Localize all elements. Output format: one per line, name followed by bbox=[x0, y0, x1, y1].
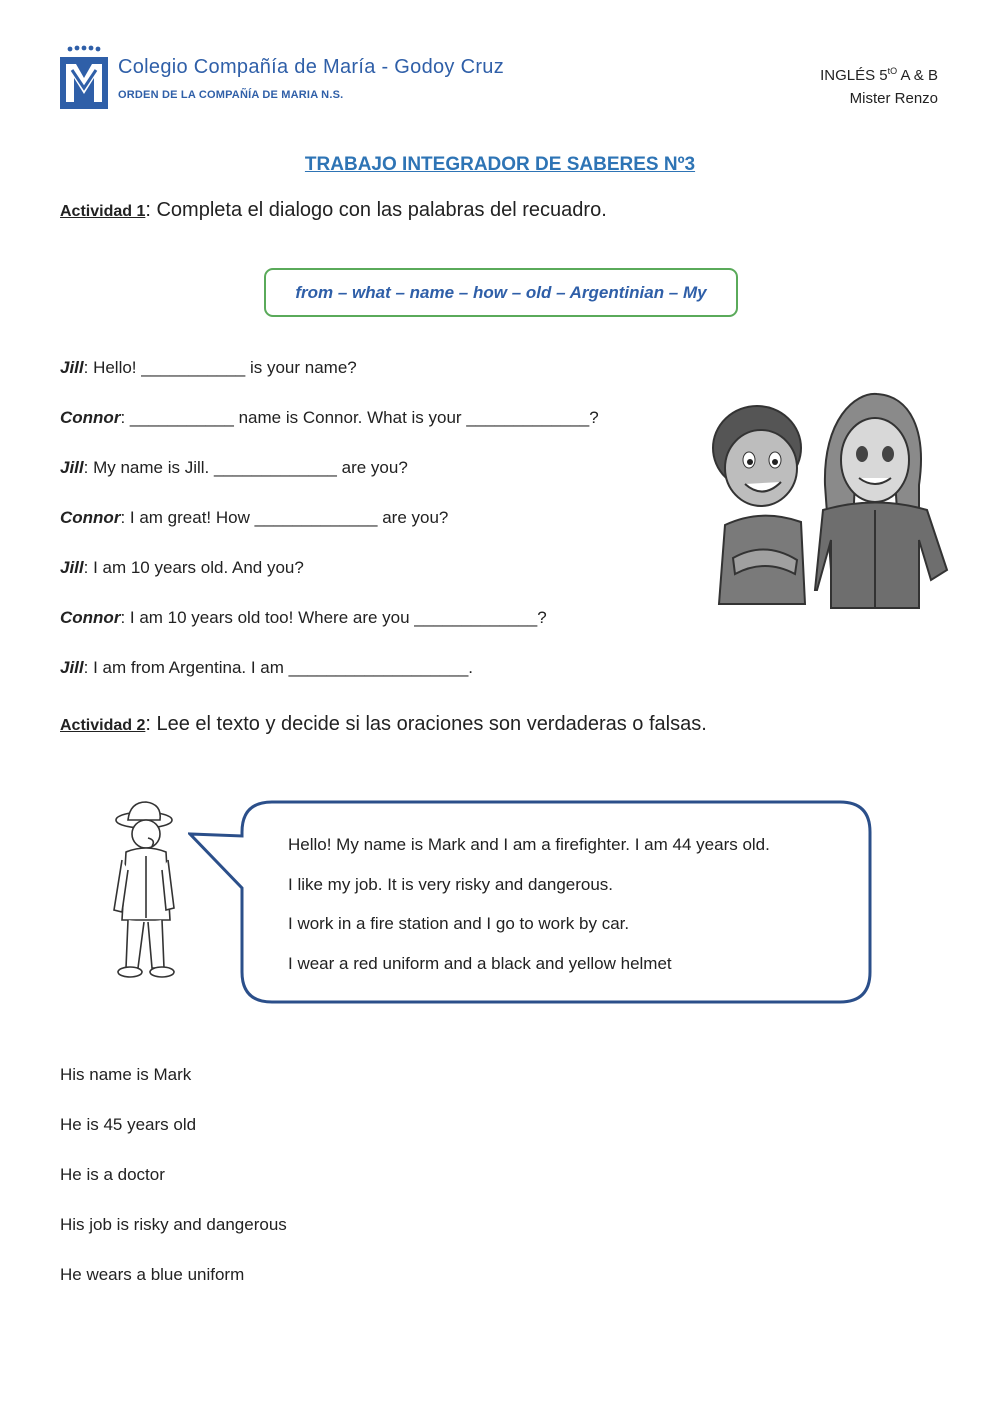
dialogue-text: : I am 10 years old too! Where are you _____________? bbox=[120, 608, 547, 627]
speaker-name: Connor bbox=[60, 508, 121, 527]
dialogue-line bbox=[60, 558, 304, 578]
speaker-name: Connor bbox=[60, 408, 121, 427]
subject-line: INGLÉS $5^{tO}$ A & B bbox=[820, 66, 938, 84]
bubble-line: I work in a fire station and I go to work by car. bbox=[288, 914, 630, 933]
bubble-line: Hello! My name is Mark and I am a firefighter. I am 44 years old. bbox=[288, 835, 770, 854]
bubble-line: I like my job. It is very risky and dangerous. bbox=[288, 875, 614, 894]
speaker-name: Jill bbox=[60, 358, 84, 377]
speaker-name: Jill bbox=[60, 458, 84, 477]
dialogue-line bbox=[60, 608, 547, 628]
school-name: Colegio Compañía de María - Godoy Cruz bbox=[118, 56, 505, 78]
dialogue-line bbox=[60, 658, 473, 678]
dialogue-text: : I am 10 years old. And you? bbox=[83, 558, 304, 577]
activity2-heading: Actividad 2: Lee el texto y decide si las oraciones son verdaderas o falsas. bbox=[60, 713, 707, 735]
dialogue-text: : Hello! ___________ is your name? bbox=[83, 358, 357, 377]
activity1-heading: Actividad 1: Completa el dialogo con las palabras del recuadro. bbox=[60, 199, 607, 221]
statement-item: He is 45 years old bbox=[60, 1115, 197, 1134]
statement-item: His name is Mark bbox=[60, 1065, 192, 1084]
word-bank: from – what – name – how – old – Argentinian – My bbox=[264, 268, 738, 317]
dialogue-line bbox=[60, 458, 408, 478]
kids-illustration bbox=[705, 390, 955, 610]
statement-item: He is a doctor bbox=[60, 1165, 165, 1184]
dialogue-text: : ___________ name is Connor. What is your _____________? bbox=[120, 408, 599, 427]
page-title: TRABAJO INTEGRADOR DE SABERES Nº3 bbox=[304, 154, 696, 175]
dialogue-line bbox=[60, 408, 599, 428]
teacher-name: Mister Renzo bbox=[849, 90, 938, 107]
speaker-name: Connor bbox=[60, 608, 121, 627]
course-info bbox=[820, 60, 938, 110]
dialogue-line bbox=[60, 358, 357, 378]
dialogue-text: : I am great! How _____________ are you? bbox=[120, 508, 449, 527]
statement-item: He wears a blue uniform bbox=[60, 1265, 245, 1284]
speaker-name: Jill bbox=[60, 558, 84, 577]
firefighter-illustration bbox=[108, 800, 188, 982]
school-order: ORDEN DE LA COMPAÑÍA DE MARIA N.S. bbox=[118, 89, 344, 101]
dialogue-line bbox=[60, 508, 448, 528]
statement-item: His job is risky and dangerous bbox=[60, 1215, 287, 1234]
school-logo bbox=[58, 44, 110, 110]
dialogue-text: : I am from Argentina. I am ___________________. bbox=[83, 658, 474, 677]
bubble-line: I wear a red uniform and a black and yellow helmet bbox=[288, 954, 672, 973]
speaker-name: Jill bbox=[60, 658, 84, 677]
dialogue-text: : My name is Jill. _____________ are you? bbox=[83, 458, 408, 477]
speech-bubble bbox=[188, 800, 872, 1006]
